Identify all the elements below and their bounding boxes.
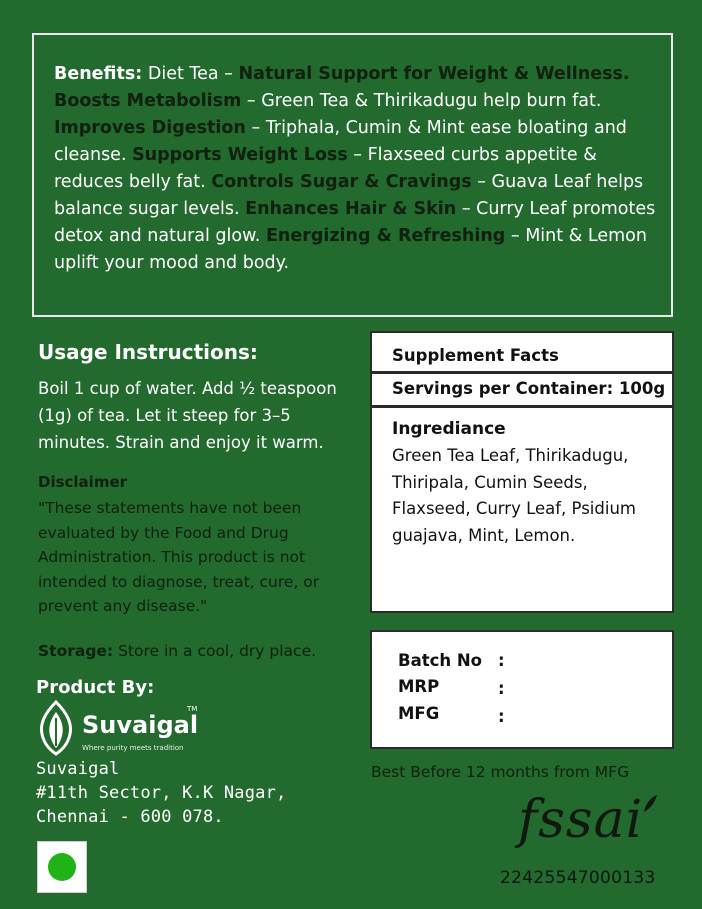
storage-label: Storage: — [38, 642, 114, 660]
usage-text: Boil 1 cup of water. Add ½ teaspoon (1g) of tea. Let it steep for 3–5 minutes. Strain and enjoy it warm. — [38, 379, 337, 452]
benefits-segment: – Triphala, Cumin & Mint ease bloating and cleanse. — [54, 118, 627, 165]
benefits-box — [32, 33, 673, 317]
benefits-segment: Diet Tea – — [142, 64, 239, 84]
batch-no-separator: : — [498, 651, 505, 670]
benefits-text — [54, 61, 659, 277]
disclaimer-text: "These statements have not been evaluated by the Food and Drug Administration. This product is not intended to diagnose, treat, cure, or prevent any disease." — [38, 499, 320, 615]
veg-mark-icon — [37, 841, 87, 893]
benefits-segment: – Guava Leaf helps balance sugar levels. — [54, 172, 644, 219]
benefits-heading: Boosts Metabolism — [54, 91, 242, 111]
manufacturer-address — [36, 757, 286, 829]
benefits-heading: Supports Weight Loss — [132, 145, 348, 165]
brand-name: Suvaigal — [82, 711, 199, 739]
mfg-label: MFG — [398, 704, 440, 723]
batch-no-label: Batch No — [398, 651, 483, 670]
address-line: #11th Sector, K.K Nagar, — [36, 783, 287, 803]
mfg-separator: : — [498, 707, 505, 726]
storage-text: Store in a cool, dry place. — [113, 642, 317, 660]
supplement-facts-box — [370, 331, 674, 613]
divider — [372, 405, 672, 408]
benefits-segment: – Curry Leaf promotes detox and natural glow. — [54, 199, 656, 246]
fssai-leaf-icon — [642, 794, 658, 814]
storage-note — [38, 642, 316, 660]
benefits-segment: – Flaxseed curbs appetite & reduces belly fat. — [54, 145, 597, 192]
divider — [372, 371, 672, 374]
benefits-heading: Natural Support for Weight & Wellness. — [238, 64, 630, 84]
ingredients-title: Ingrediance — [392, 419, 506, 439]
servings-per-container: Servings per Container: 100g — [392, 379, 666, 398]
benefits-segment: – Green Tea & Thirikadugu help burn fat. — [241, 91, 602, 111]
fssai-logo-icon: fssai — [518, 790, 644, 850]
fssai-mark — [500, 790, 680, 890]
address-line: Suvaigal — [36, 759, 120, 779]
batch-info-box — [370, 630, 674, 749]
veg-dot-icon — [48, 853, 76, 881]
benefits-heading: Improves Digestion — [54, 118, 246, 138]
brand-tagline: Where purity meets tradition — [82, 744, 184, 752]
supplement-facts-title: Supplement Facts — [392, 346, 559, 365]
mrp-label: MRP — [398, 677, 440, 696]
trademark-mark: TM — [187, 705, 198, 713]
fssai-license-number: 22425547000133 — [500, 868, 656, 888]
benefits-heading: Enhances Hair & Skin — [245, 199, 457, 219]
product-by-label: Product By: — [36, 677, 155, 698]
best-before-note: Best Before 12 months from MFG — [371, 763, 630, 781]
suvaigal-logo-icon — [36, 700, 76, 756]
ingredients-list: Green Tea Leaf, Thirikadugu, Thiripala, Cumin Seeds, Flaxseed, Curry Leaf, Psidium guajava, Mint, Lemon. — [392, 446, 636, 545]
benefits-heading: Controls Sugar & Cravings — [211, 172, 472, 192]
disclaimer-title: Disclaimer — [38, 473, 128, 491]
benefits-segment: – Mint & Lemon uplift your mood and body. — [54, 226, 647, 273]
address-line: Chennai - 600 078. — [36, 807, 224, 827]
usage-title: Usage Instructions: — [38, 340, 258, 364]
benefits-heading: Benefits: — [54, 64, 143, 84]
mrp-separator: : — [498, 679, 505, 698]
benefits-heading: Energizing & Refreshing — [265, 226, 506, 246]
